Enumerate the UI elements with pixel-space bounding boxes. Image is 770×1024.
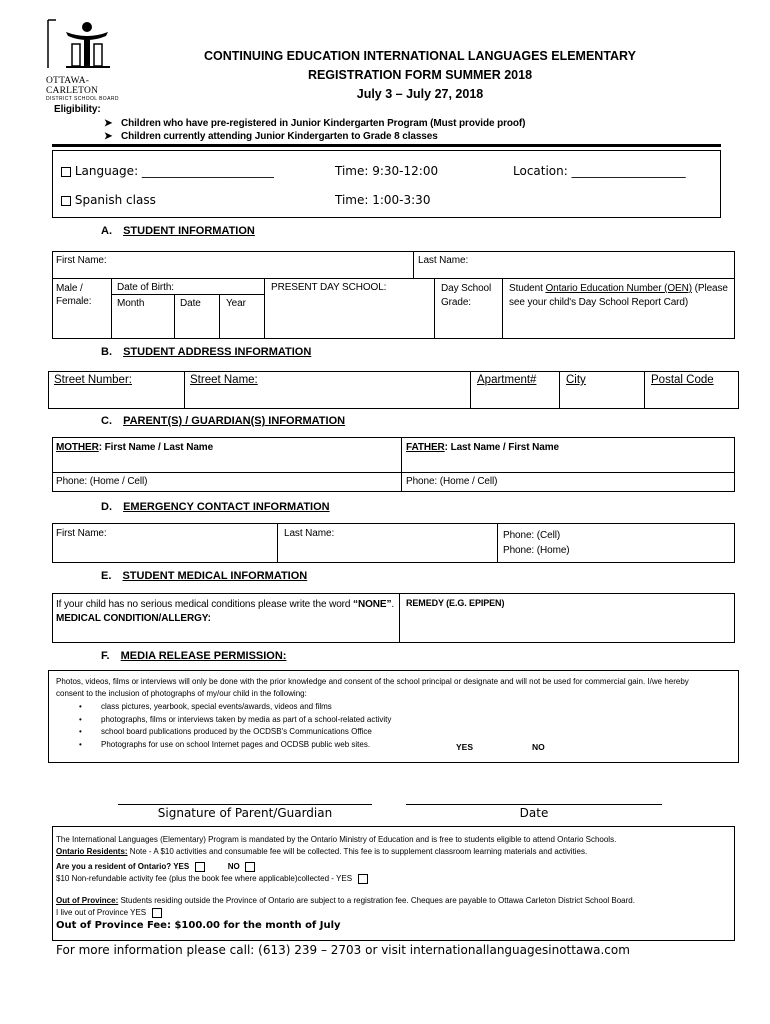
- father-name[interactable]: FATHER: Last Name / First Name: [406, 442, 559, 453]
- header-line2: REGISTRATION FORM SUMMER 2018: [307, 68, 533, 82]
- language-checkbox[interactable]: [61, 167, 71, 177]
- list-item: • class pictures, yearbook, special events/awards, videos and films: [101, 701, 391, 714]
- divider: [277, 523, 278, 563]
- gender-field[interactable]: Male / Female:: [56, 283, 92, 307]
- resident-question: Are you a resident of Ontario? YES NO: [56, 861, 732, 873]
- media-no[interactable]: NO: [532, 742, 545, 752]
- emergency-table: [52, 523, 735, 563]
- divider: [413, 251, 414, 278]
- thick-rule: [52, 144, 721, 147]
- divider: [111, 278, 112, 339]
- divider: [497, 523, 498, 563]
- emergency-phone[interactable]: Phone: (Cell) Phone: (Home): [503, 530, 570, 556]
- divider: [644, 371, 645, 409]
- divider: [111, 294, 264, 295]
- nonrefundable-fee: $10 Non-refundable activity fee (plus the book fee where applicable)collected - YES: [56, 873, 732, 885]
- student-last-name[interactable]: Last Name:: [418, 255, 469, 266]
- section-f-heading: F. MEDIA RELEASE PERMISSION:: [101, 650, 287, 662]
- board-logo: [46, 18, 128, 102]
- live-out-of-province: I live out of Province YES: [56, 907, 732, 919]
- divider: [219, 294, 220, 339]
- list-item: • Photographs for use on school Internet pages and OCDSB public web sites.: [101, 739, 391, 752]
- remedy-field[interactable]: REMEDY (E.G. EPIPEN): [406, 598, 505, 608]
- divider: [264, 278, 265, 339]
- logo-subtext: DISTRICT SCHOOL BOARD: [46, 96, 119, 102]
- present-school[interactable]: PRESENT DAY SCHOOL:: [271, 282, 387, 293]
- address-table: [48, 371, 739, 409]
- section-c-heading: C. PARENT(S) / GUARDIAN(S) INFORMATION: [101, 415, 346, 427]
- mother-name[interactable]: MOTHER: First Name / Last Name: [56, 442, 214, 453]
- day-school-grade[interactable]: Day School Grade:: [441, 283, 492, 308]
- divider: [184, 371, 185, 409]
- fees-text: The International Languages (Elementary) Program is mandated by the Ontario Ministry of Education and is free to students eligible to attend Ontario Schools. Ontario Residents: Note - A $10 activities and consumable fee will be collected. This fee is to supplement classroom learning materials and activities. Are you a resident of Ontario? YES NO $10 Non-refundable activity fee (plus the book fee where applicable)collected - YES Out of Province: Students residing outside the Province of Ontario are subject to a registration fee. Cheques are payable to Ottawa Carleton District School Board. I live out of Province YES Out of Province Fee: $100.00 for the month of July: [56, 834, 732, 932]
- dob-label: Date of Birth:: [117, 282, 174, 293]
- media-yes[interactable]: YES: [456, 742, 474, 752]
- dob-month[interactable]: Month: [117, 298, 145, 309]
- divider: [174, 294, 175, 339]
- divider: [559, 371, 560, 409]
- logo-icon: [46, 18, 128, 70]
- divider: [470, 371, 471, 409]
- header-line1: CONTINUING EDUCATION INTERNATIONAL LANGUAGES ELEMENTARY: [204, 49, 636, 63]
- section-b-heading: B. STUDENT ADDRESS INFORMATION: [101, 346, 312, 358]
- divider: [52, 278, 735, 279]
- date-label[interactable]: Date: [519, 806, 549, 820]
- class-selection-box: [52, 150, 721, 218]
- city[interactable]: City: [566, 374, 586, 386]
- location-field[interactable]: Location: ___________________: [513, 164, 686, 178]
- divider: [399, 593, 400, 643]
- date-line: [406, 804, 662, 805]
- list-item: • photographs, films or interviews taken by media as part of a school-related activity: [101, 714, 391, 727]
- oen-field[interactable]: Student Ontario Education Number (OEN) (Please see your child's Day School Report Card): [509, 283, 728, 308]
- medical-condition[interactable]: If your child has no serious medical conditions please write the word “NONE”. MEDICAL CONDITION/ALLERGY:: [56, 599, 395, 624]
- mother-phone[interactable]: Phone: (Home / Cell): [56, 476, 148, 487]
- divider: [401, 437, 402, 492]
- divider: [434, 278, 435, 339]
- divider: [52, 472, 735, 473]
- section-d-heading: D. EMERGENCY CONTACT INFORMATION: [101, 501, 330, 513]
- father-phone[interactable]: Phone: (Home / Cell): [406, 476, 498, 487]
- postal-code[interactable]: Postal Code: [651, 374, 714, 386]
- dob-date[interactable]: Date: [180, 298, 201, 309]
- resident-no-checkbox[interactable]: [245, 862, 255, 872]
- arrow-bullet-icon: ➤: [104, 131, 113, 142]
- spanish-option[interactable]: Spanish class: [61, 193, 156, 207]
- out-of-province-fee: Out of Province Fee: $100.00 for the month of July: [56, 920, 341, 931]
- media-bullets: [101, 701, 391, 751]
- eligibility-item: ➤ Children who have pre-registered in Junior Kindergarten Program (Must provide proof): [104, 118, 526, 129]
- morning-time: Time: 9:30-12:00: [335, 164, 439, 178]
- divider: [502, 278, 503, 339]
- student-first-name[interactable]: First Name:: [56, 255, 107, 266]
- header-line3: July 3 – July 27, 2018: [356, 87, 484, 101]
- street-number[interactable]: Street Number:: [54, 374, 132, 386]
- logo-text: OTTAWA-CARLETON: [46, 76, 99, 96]
- language-option[interactable]: Language: ______________________: [61, 164, 274, 178]
- afternoon-time: Time: 1:00-3:30: [335, 193, 431, 207]
- footer-contact: For more information please call: (613) 239 – 2703 or visit internationallanguagesinottawa.com: [56, 943, 630, 957]
- section-a-heading: A. STUDENT INFORMATION: [101, 225, 255, 237]
- emergency-last-name[interactable]: Last Name:: [284, 528, 335, 539]
- list-item: • school board publications produced by the OCDSB's Communications Office: [101, 726, 391, 739]
- emergency-first-name[interactable]: First Name:: [56, 528, 107, 539]
- dob-year[interactable]: Year: [226, 298, 246, 309]
- arrow-bullet-icon: ➤: [104, 118, 113, 129]
- signature-line: [118, 804, 372, 805]
- section-e-heading: E. STUDENT MEDICAL INFORMATION: [101, 570, 308, 582]
- fee-yes-checkbox[interactable]: [358, 874, 368, 884]
- eligibility-item: ➤ Children currently attending Junior Kindergarten to Grade 8 classes: [104, 131, 438, 142]
- apartment[interactable]: Apartment#: [477, 374, 537, 386]
- signature-label[interactable]: Signature of Parent/Guardian: [157, 806, 333, 820]
- spanish-checkbox[interactable]: [61, 196, 71, 206]
- out-of-province-checkbox[interactable]: [152, 908, 162, 918]
- eligibility-label: Eligibility:: [54, 104, 101, 115]
- street-name[interactable]: Street Name:: [190, 374, 258, 386]
- media-paragraph: Photos, videos, films or interviews will only be done with the prior knowledge and consent of the school principal or designate and will not be used for commercial gain. I/we hereby consent to the inclusion of photographs of my/our child in the following:: [56, 677, 689, 698]
- resident-yes-checkbox[interactable]: [195, 862, 205, 872]
